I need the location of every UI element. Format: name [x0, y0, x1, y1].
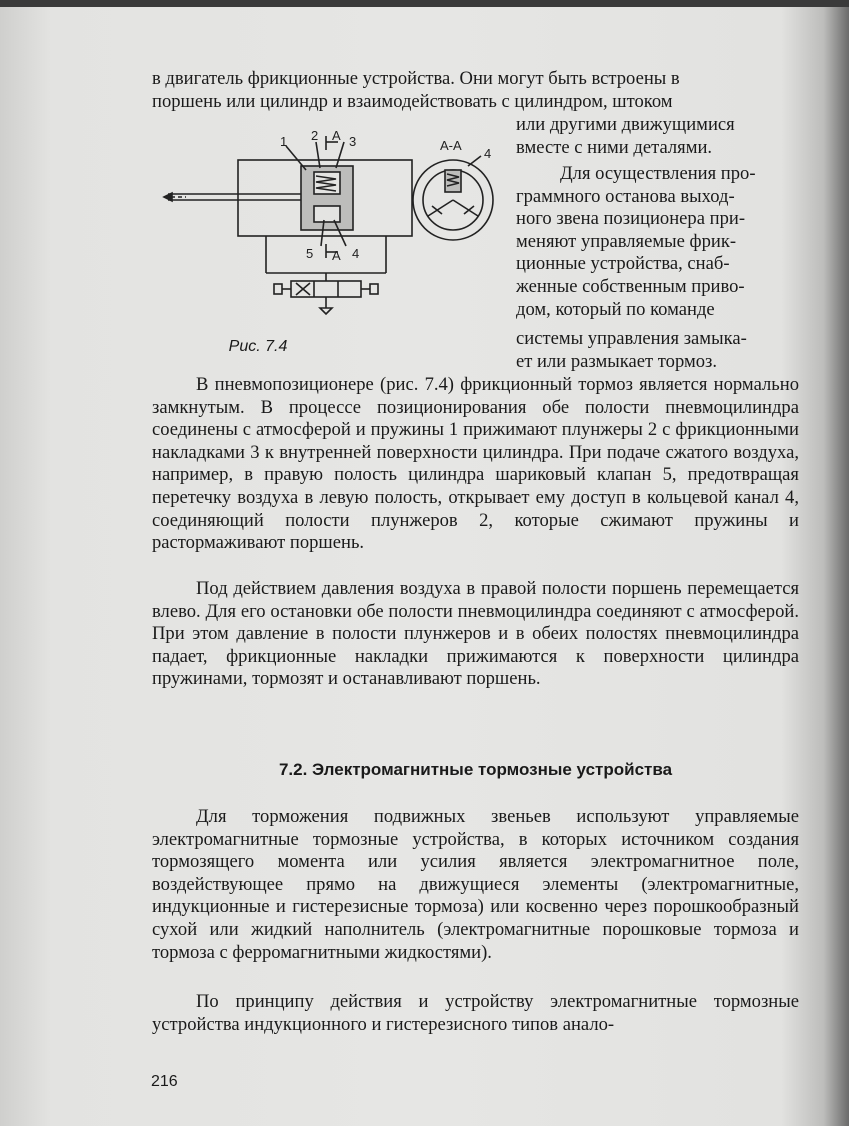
paragraph-4	[152, 806, 799, 964]
paragraph-4-text: Для торможения подвижных звеньев используют управляемые электромагнитные тормозные устройства, в которых источником создания тормозящего момента или усилия является электромагнитное поле, воздействующее прямо на движущиеся элементы (электромагнитные, индукционные и гистерезисные тормоза) или косвенно через порошкообразный сухой или жидкий наполнитель (электромагнитные порошковые тормоза и тормоза с ферромагнитными жидкостями).	[152, 806, 799, 963]
side-line: дом, который по команде	[516, 298, 715, 320]
scan-top-edge	[0, 0, 849, 7]
label-5: 5	[306, 246, 314, 261]
label-a-bottom: А	[332, 248, 341, 263]
label-1: 1	[280, 134, 288, 149]
top-line-2: поршень или цилиндр и взаимодействовать с цилиндром, штоком	[152, 90, 673, 112]
side-line: системы управления замыка-	[516, 328, 747, 350]
figure-7-4-diagram	[156, 128, 508, 360]
top-line-1: в двигатель фрикционные устройства. Они могут быть встроены в	[152, 68, 680, 89]
side-line: или другими движущимися	[516, 114, 735, 135]
side-paragraph	[516, 163, 799, 373]
paragraph-5-text: По принципу действия и устройству электромагнитные тормозные устройства индукционного и гистерезисного типов анало-	[152, 991, 799, 1035]
section-heading: 7.2. Электромагнитные тормозные устройства	[278, 760, 673, 779]
paragraph-2-text: В пневмопозиционере (рис. 7.4) фрикционный тормоз является нормально замкнутым. В процессе позиционирования обе полости пневмоцилиндра соединены с атмосферой и пружины 1 прижимают плунжеры 2 с фрикционными накладками 3 к внутренней поверхности цилиндра. При подаче сжатого воздуха, например, в правую полость цилиндра шариковый клапан 5, предотвращая перетечку воздуха в левую полость, открывает ему доступ в кольцевой канал 4, соединяющий полости плунжеров 2, которые сжимают пружины и растормаживают поршень.	[152, 374, 799, 554]
page-number: 216	[151, 1073, 178, 1090]
label-2: 2	[311, 128, 319, 143]
side-line: женные собственным приво-	[516, 275, 745, 297]
side-line: меняют управляемые фрик-	[516, 230, 737, 252]
paragraph-2	[152, 374, 799, 555]
side-line: ного звена позиционера при-	[516, 208, 746, 230]
label-a-top: А	[332, 128, 341, 143]
label-4-section: 4	[484, 146, 492, 161]
side-line: вместе с ними деталями.	[516, 136, 713, 158]
paragraph-5	[152, 991, 799, 1036]
side-line: ционные устройства, снаб-	[516, 253, 730, 275]
side-text-1	[516, 114, 799, 159]
side-line: ет или размыкает тормоз.	[516, 350, 718, 372]
label-section-a-a: А-А	[440, 138, 462, 153]
side-line: Для осуществления про-	[560, 163, 756, 184]
paragraph-3-text: Под действием давления воздуха в правой полости поршень перемещается влево. Для его остановки обе полости пневмоцилиндра соединяют с атмосферой. При этом давление в полости плунжеров и в обеих полостях пневмоцилиндра падает, фрикционные накладки прижимаются к поверхности цилиндра пружинами, тормозят и останавливают поршень.	[152, 578, 799, 690]
side-line: граммного останова выход-	[516, 185, 735, 207]
top-paragraph	[152, 68, 799, 113]
label-3: 3	[349, 134, 357, 149]
paragraph-3	[152, 578, 799, 691]
label-4: 4	[352, 246, 360, 261]
figure-caption: Рис. 7.4	[228, 338, 288, 355]
